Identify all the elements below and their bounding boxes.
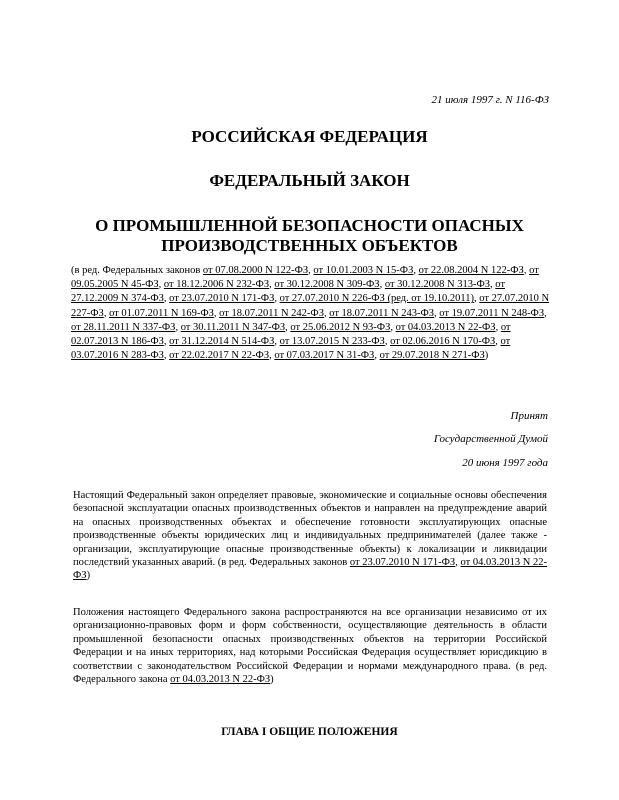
amendment-link[interactable]: от 19.07.2011 N 248-ФЗ xyxy=(439,307,545,319)
law-title-line-2: ПРОИЗВОДСТВЕННЫХ ОБЪЕКТОВ xyxy=(161,236,458,255)
paragraph-2 xyxy=(73,606,547,686)
amendment-link[interactable]: от 30.12.2008 N 313-ФЗ xyxy=(384,279,491,291)
paragraph-1-ref-link-2[interactable]: от 04.03.2013 N 22-ФЗ xyxy=(73,557,548,582)
amendment-link[interactable]: от 02.06.2016 N 170-ФЗ xyxy=(390,336,496,348)
law-type-heading: ФЕДЕРАЛЬНЫЙ ЗАКОН xyxy=(209,171,410,190)
law-title xyxy=(60,216,559,256)
amendment-link[interactable]: от 03.07.2016 N 283-ФЗ xyxy=(71,336,511,362)
paragraph-1-ref-prefix: (в ред. Федеральных законов xyxy=(217,557,350,569)
amendment-link[interactable]: от 09.05.2005 N 45-ФЗ xyxy=(71,265,539,291)
adopted-date: 20 июня 1997 года xyxy=(462,457,548,469)
amendment-link[interactable]: от 31.12.2014 N 514-ФЗ xyxy=(169,336,275,348)
amendment-link[interactable]: от 25.06.2012 N 93-ФЗ xyxy=(290,321,391,333)
amendment-link[interactable]: от 23.07.2010 N 171-ФЗ xyxy=(169,293,275,305)
amendment-link[interactable]: от 04.03.2013 N 22-ФЗ xyxy=(395,321,496,333)
amendment-link[interactable]: от 27.12.2009 N 374-ФЗ xyxy=(71,279,505,305)
paragraph-1-ref-sep: , xyxy=(455,557,461,569)
amendment-link[interactable]: от 10.01.2003 N 15-ФЗ xyxy=(313,265,414,276)
amendment-link[interactable]: от 18.07.2011 N 243-ФЗ xyxy=(329,307,435,319)
amendments-suffix: ) xyxy=(484,350,489,362)
amendment-link[interactable]: от 13.07.2015 N 233-ФЗ xyxy=(279,336,385,348)
amendment-link[interactable]: от 07.08.2000 N 122-ФЗ xyxy=(202,265,309,276)
federation-heading: РОССИЙСКАЯ ФЕДЕРАЦИЯ xyxy=(191,127,428,146)
paragraph-2-ref-link-1[interactable]: от 04.03.2013 N 22-ФЗ xyxy=(170,674,271,686)
paragraph-1 xyxy=(73,489,547,583)
paragraph-2-ref-prefix: (в ред. Федерального закона xyxy=(73,660,548,686)
amendment-link[interactable]: от 18.07.2011 N 242-ФЗ xyxy=(219,307,324,319)
amendments-list xyxy=(71,264,550,363)
paragraph-2-ref-suffix: ) xyxy=(270,674,274,686)
amendment-link[interactable]: от 02.07.2013 N 186-ФЗ xyxy=(71,321,511,348)
adopted-label: Принят xyxy=(510,410,548,422)
amendment-link[interactable]: от 22.02.2017 N 22-ФЗ xyxy=(169,350,270,362)
chapter-heading: ГЛАВА I ОБЩИЕ ПОЛОЖЕНИЯ xyxy=(221,726,398,738)
amendment-link[interactable]: от 18.12.2006 N 232-ФЗ xyxy=(163,279,270,291)
law-title-line-1: О ПРОМЫШЛЕННОЙ БЕЗОПАСНОСТИ ОПАСНЫХ xyxy=(95,216,524,235)
amendment-link[interactable]: от 30.12.2008 N 309-ФЗ xyxy=(274,279,380,291)
amendment-link[interactable]: от 27.07.2010 N 227-ФЗ xyxy=(71,293,550,319)
paragraph-1-ref-link-1[interactable]: от 23.07.2010 N 171-ФЗ xyxy=(349,557,456,569)
amendment-link[interactable]: от 29.07.2018 N 271-ФЗ xyxy=(379,350,485,362)
paragraph-1-ref-suffix: ) xyxy=(86,570,91,582)
amendment-link[interactable]: от 30.11.2011 N 347-ФЗ xyxy=(180,321,286,333)
adopted-by: Государственной Думой xyxy=(433,433,548,445)
amendment-link[interactable]: от 28.11.2011 N 337-ФЗ xyxy=(71,321,176,333)
amendment-link[interactable]: от 27.07.2010 N 226-ФЗ (ред. от 19.10.2011) xyxy=(279,293,474,305)
amendments-links: от 07.08.2000 N 122-ФЗ, от 10.01.2003 N 15-ФЗ, от 22.08.2004 N 122-ФЗ, от 09.05.2005 N 45-ФЗ, от 18.12.2006 N 232-ФЗ, от 30.12.2008 N 309-ФЗ, от 30.12.2008 N 313-ФЗ, от 27.12.2009 N 374-ФЗ, от 23.07.2010 N 171-ФЗ, от 27.07.2010 N 226-ФЗ (ред. от 19.10.2011), от 27.07.2010 N 227-ФЗ, от 01.07.2011 N 169-ФЗ, от 18.07.2011 N 242-ФЗ, от 18.07.2011 N 243-ФЗ, от 19.07.2011 N 248-ФЗ, от 28.11.2011 N 337-ФЗ, от 30.11.2011 N 347-ФЗ, от 25.06.2012 N 93-ФЗ, от 04.03.2013 N 22-ФЗ, от 02.07.2013 N 186-ФЗ, от 31.12.2014 N 514-ФЗ, от 13.07.2015 N 233-ФЗ, от 02.06.2016 N 170-ФЗ, от 03.07.2016 N 283-ФЗ, от 22.02.2017 N 22-ФЗ, от 07.03.2017 N 31-ФЗ, от 29.07.2018 N 271-ФЗ xyxy=(71,265,550,362)
amendment-link[interactable]: от 22.08.2004 N 122-ФЗ xyxy=(418,265,524,276)
paragraph-1-text: Настоящий Федеральный закон определяет правовые, экономические и социальные основы обеспечения безопасной эксплуатации опасных производственных объектов и направлен на предупреждение аварий на опасных производственных объектах и обеспечение готовности эксплуатирующих опасные производственные объекты юридических лиц и индивидуальных предпринимателей (далее также - организации, эксплуатирующие опасные производственные объекты) к локализации и ликвидации последствий указанных аварий. xyxy=(73,490,547,569)
paragraph-2-text: Положения настоящего Федерального закона распространяются на все организации независимо от их организационно-правовых форм и форм собственности, осуществляющие деятельность в области промышленной безопасности опасных производственных объектов на территории Российской Федерации и на иных территориях, над которыми Российская Федерация осуществляет юрисдикцию в соответствии с законодательством Российской Федерации и нормами международного права. xyxy=(73,607,547,672)
amendment-link[interactable]: от 01.07.2011 N 169-ФЗ xyxy=(109,307,214,319)
document-date-number: 21 июля 1997 г. N 116-ФЗ xyxy=(431,94,549,106)
amendment-link[interactable]: от 07.03.2017 N 31-ФЗ xyxy=(274,350,375,362)
amendments-prefix: (в ред. Федеральных законов xyxy=(71,265,203,276)
